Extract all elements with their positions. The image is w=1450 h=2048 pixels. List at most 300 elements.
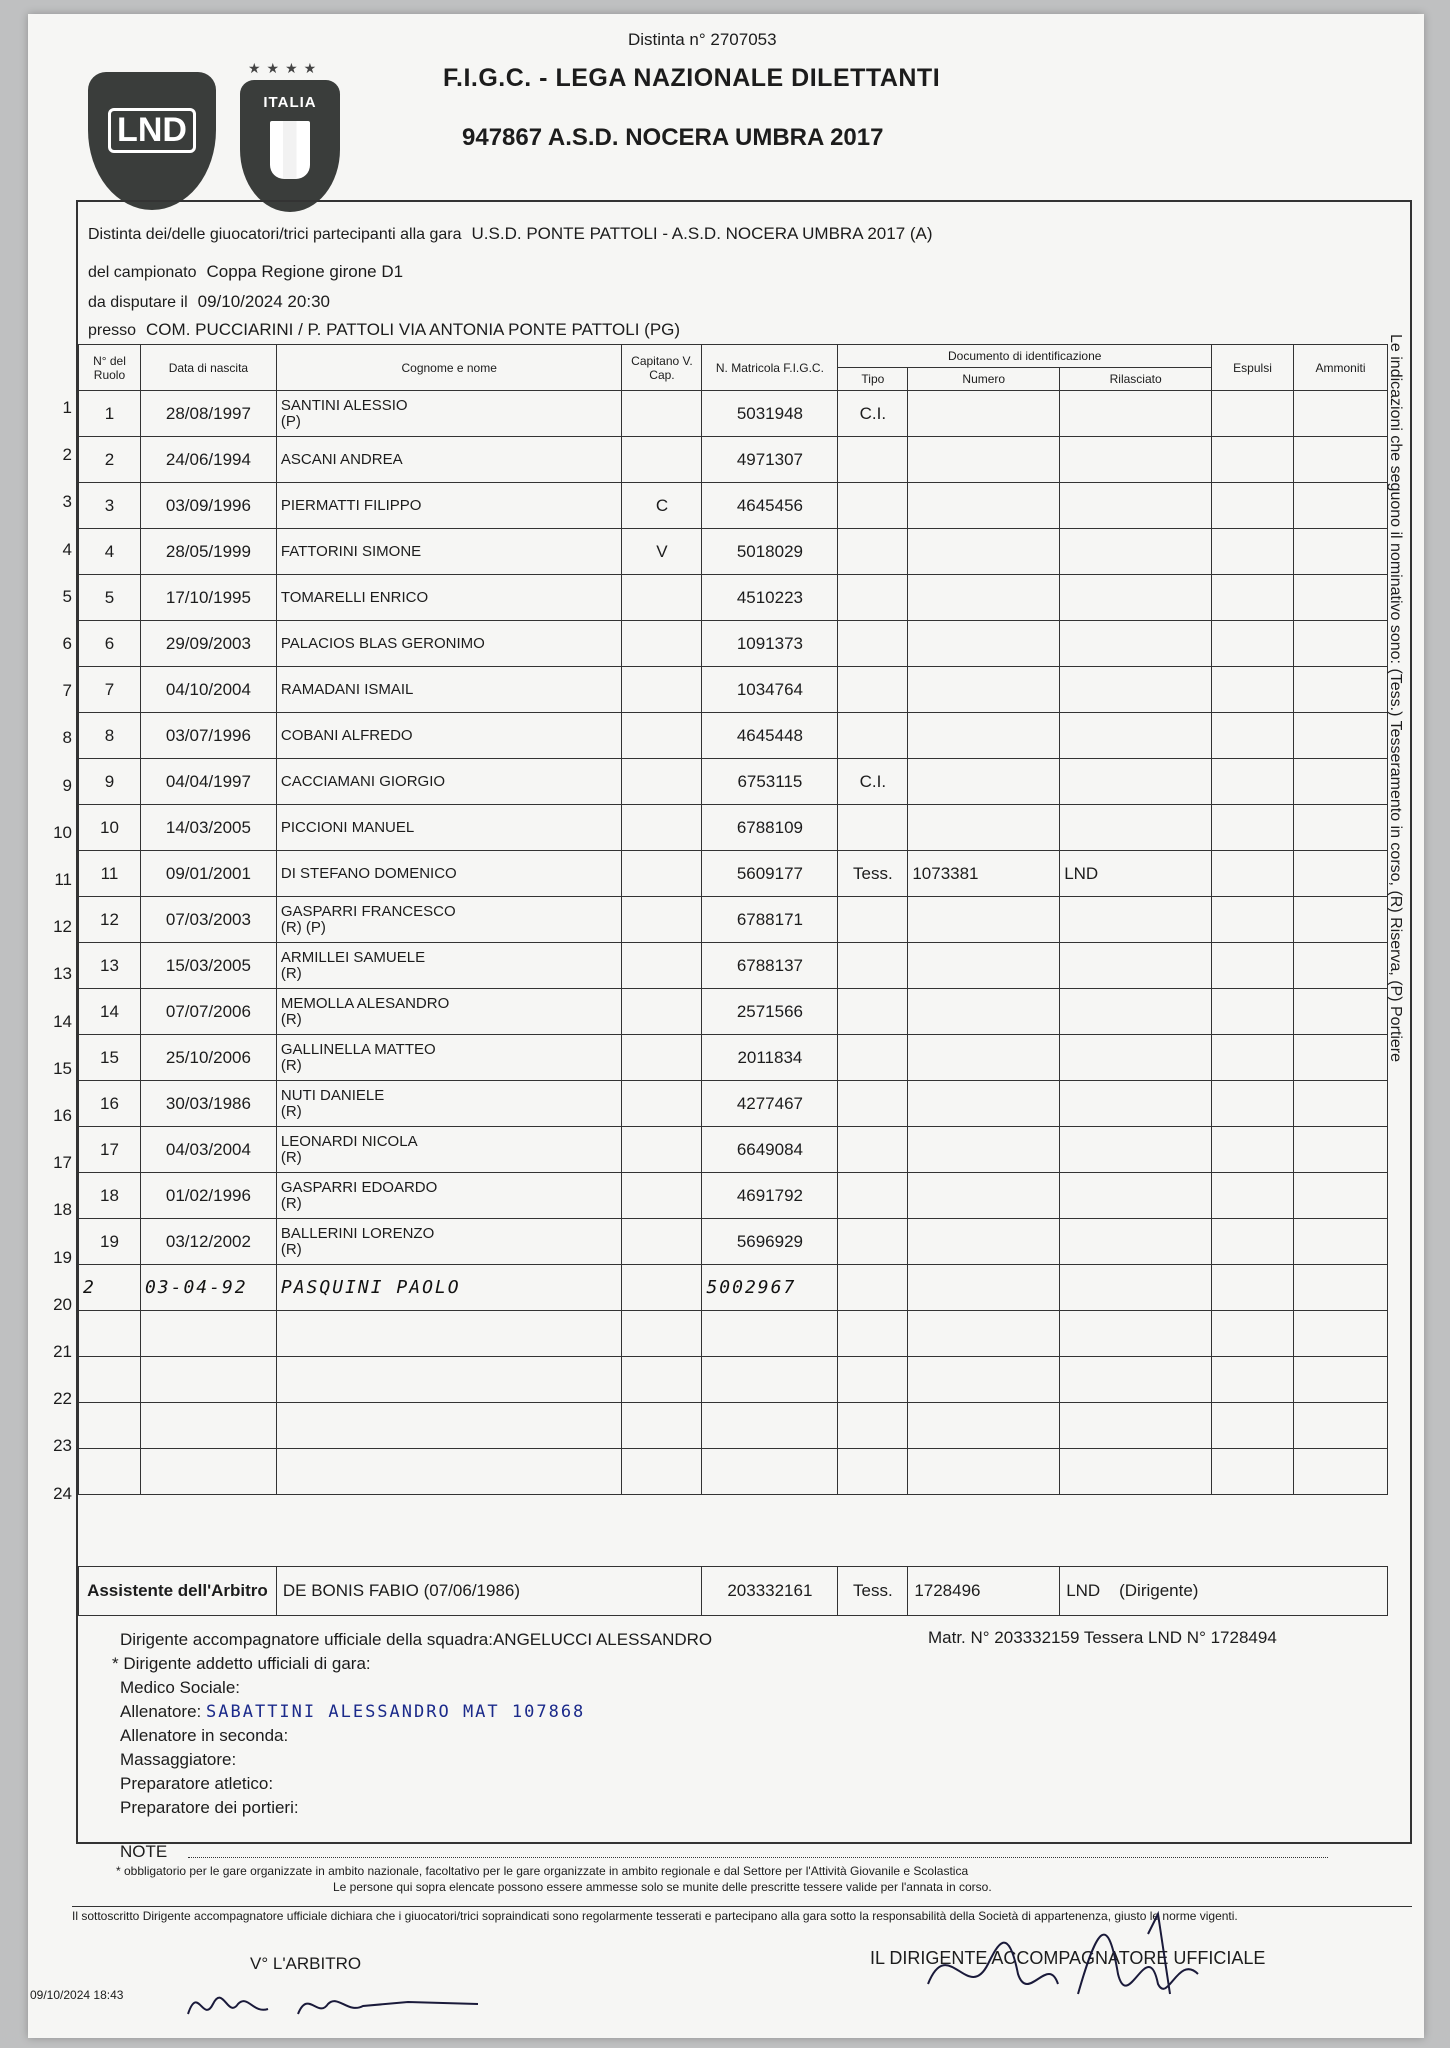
player-matricola: 6753115	[702, 759, 838, 805]
player-ruolo: 11	[79, 851, 141, 897]
player-name	[276, 1219, 622, 1265]
player-name	[276, 529, 622, 575]
empty-cell	[1293, 1311, 1387, 1357]
player-espulsi	[1212, 897, 1294, 943]
player-doc-rilasciato	[1060, 943, 1212, 989]
player-doc-rilasciato	[1060, 1035, 1212, 1081]
player-doc-numero	[908, 1127, 1060, 1173]
empty-cell	[276, 1449, 622, 1495]
row-number: 5	[62, 586, 72, 606]
table-row	[79, 851, 1388, 897]
player-doc-tipo	[838, 667, 908, 713]
player-doc-numero	[908, 897, 1060, 943]
player-name-text: ARMILLEI SAMUELE	[280, 948, 426, 966]
player-matricola: 4277467	[702, 1081, 838, 1127]
player-name-text: GASPARRI EDOARDO	[280, 1178, 438, 1196]
empty-cell	[1293, 1357, 1387, 1403]
player-name	[276, 667, 622, 713]
player-captain	[622, 575, 702, 621]
row-number: 23	[53, 1436, 72, 1456]
player-doc-rilasciato	[1060, 1265, 1212, 1311]
empty-cell	[908, 1311, 1060, 1357]
empty-cell	[838, 1403, 908, 1449]
player-name	[276, 805, 622, 851]
lnd-logo-icon	[88, 72, 216, 210]
player-birthdate: 28/08/1997	[140, 391, 276, 437]
dirigente-matricola: Matr. N° 203332159 Tessera LND N° 1728494	[928, 1628, 1277, 1647]
footnote-1: * obbligatorio per le gare organizzate in ambito nazionale, facoltativo per le gare organizzate in ambito regionale e dal Settore per l'Attività Giovanile e Scolastica	[116, 1864, 969, 1878]
player-doc-tipo: C.I.	[838, 391, 908, 437]
player-espulsi	[1212, 1127, 1294, 1173]
referee-signature	[178, 1974, 498, 2034]
empty-cell	[1293, 1449, 1387, 1495]
col-capitano: Capitano V. Cap.	[622, 345, 702, 391]
note-line	[188, 1857, 1328, 1858]
player-ammoniti	[1293, 759, 1387, 805]
venue-value: COM. PUCCIARINI / P. PATTOLI VIA ANTONIA PONTE PATTOLI (PG)	[146, 320, 681, 339]
player-doc-numero	[908, 1219, 1060, 1265]
col-rilasciato: Rilasciato	[1060, 368, 1212, 391]
player-doc-numero	[908, 805, 1060, 851]
row-number: 20	[53, 1294, 72, 1314]
player-ammoniti	[1293, 391, 1387, 437]
row-number: 10	[53, 822, 72, 842]
player-espulsi	[1212, 1035, 1294, 1081]
player-doc-tipo	[838, 989, 908, 1035]
empty-cell	[79, 1357, 141, 1403]
empty-cell	[622, 1357, 702, 1403]
player-doc-tipo	[838, 1127, 908, 1173]
player-doc-rilasciato	[1060, 575, 1212, 621]
player-name	[276, 1173, 622, 1219]
table-row	[79, 437, 1388, 483]
player-doc-tipo	[838, 1173, 908, 1219]
empty-cell	[1293, 1403, 1387, 1449]
player-role-note: (R)	[280, 1102, 302, 1120]
row-number: 6	[62, 634, 72, 653]
player-matricola: 4645456	[702, 483, 838, 529]
empty-cell	[622, 1449, 702, 1495]
distinta-number: Distinta n° 2707053	[628, 30, 777, 49]
player-birthdate: 04/04/1997	[140, 759, 276, 805]
player-captain	[622, 1035, 702, 1081]
footnote-2: Le persone qui sopra elencate possono essere ammesse solo se munite delle prescritte tessere valide per l'annata in corso.	[333, 1880, 992, 1894]
player-birthdate: 07/03/2003	[140, 897, 276, 943]
player-matricola: 4645448	[702, 713, 838, 759]
row-number: 22	[53, 1389, 72, 1409]
player-ammoniti	[1293, 483, 1387, 529]
col-espulsi: Espulsi	[1212, 345, 1294, 391]
side-legend: Le indicazioni che seguono il nominativo sono: (Tess.) Tesseramento in corso, (R) Riserva, (P) Portiere	[1387, 334, 1404, 1063]
empty-cell	[838, 1357, 908, 1403]
row-number: 9	[62, 775, 72, 795]
row-number: 17	[53, 1153, 72, 1173]
table-row	[79, 667, 1388, 713]
empty-cell	[140, 1311, 276, 1357]
player-matricola: 6788109	[702, 805, 838, 851]
player-doc-numero	[908, 529, 1060, 575]
date-label: da disputare il	[88, 294, 188, 311]
empty-cell	[79, 1449, 141, 1495]
player-doc-tipo	[838, 1035, 908, 1081]
player-captain	[622, 1219, 702, 1265]
player-doc-tipo	[838, 805, 908, 851]
empty-cell	[276, 1403, 622, 1449]
players-table	[78, 344, 1388, 1495]
player-birthdate: 25/10/2006	[140, 1035, 276, 1081]
player-name	[276, 713, 622, 759]
player-captain	[622, 943, 702, 989]
player-doc-tipo	[838, 575, 908, 621]
player-espulsi	[1212, 759, 1294, 805]
row-number: 7	[62, 681, 72, 701]
assistant-row	[78, 1566, 1388, 1616]
venue-line	[88, 320, 680, 340]
atletico-line: Preparatore atletico:	[120, 1774, 274, 1793]
player-name-text: PALACIOS BLAS GERONIMO	[280, 634, 485, 652]
row-number: 21	[53, 1342, 72, 1361]
player-doc-rilasciato	[1060, 667, 1212, 713]
player-matricola: 2571566	[702, 989, 838, 1035]
player-birthdate: 17/10/1995	[140, 575, 276, 621]
table-row-handwritten	[79, 1265, 1388, 1311]
player-matricola: 5002967	[702, 1265, 838, 1311]
player-espulsi	[1212, 621, 1294, 667]
player-name	[276, 391, 622, 437]
player-doc-numero	[908, 713, 1060, 759]
player-matricola: 5609177	[702, 851, 838, 897]
player-captain	[622, 391, 702, 437]
table-row	[79, 575, 1388, 621]
col-nascita: Data di nascita	[140, 345, 276, 391]
player-ammoniti	[1293, 1265, 1387, 1311]
player-captain: V	[622, 529, 702, 575]
player-birthdate: 30/03/1986	[140, 1081, 276, 1127]
player-name-text: CACCIAMANI GIORGIO	[280, 772, 446, 790]
empty-cell	[702, 1311, 838, 1357]
row-number: 11	[54, 870, 72, 889]
player-captain	[622, 1081, 702, 1127]
player-doc-tipo	[838, 529, 908, 575]
player-ammoniti	[1293, 989, 1387, 1035]
table-row-empty	[79, 1357, 1388, 1403]
empty-cell	[908, 1403, 1060, 1449]
empty-cell	[622, 1403, 702, 1449]
player-name-text: GALLINELLA MATTEO	[280, 1040, 436, 1058]
player-doc-numero	[908, 1265, 1060, 1311]
empty-cell	[1060, 1403, 1212, 1449]
empty-cell	[79, 1311, 141, 1357]
player-name	[276, 1035, 622, 1081]
player-matricola: 5031948	[702, 391, 838, 437]
player-captain	[622, 989, 702, 1035]
empty-cell	[702, 1449, 838, 1495]
player-doc-rilasciato	[1060, 897, 1212, 943]
assistant-matricola: 203332161	[702, 1567, 838, 1616]
player-name-text: BALLERINI LORENZO	[280, 1224, 435, 1242]
player-espulsi	[1212, 1219, 1294, 1265]
player-name	[276, 759, 622, 805]
col-ruolo: N° del Ruolo	[79, 345, 141, 391]
table-row	[79, 989, 1388, 1035]
player-matricola: 4510223	[702, 575, 838, 621]
player-name	[276, 483, 622, 529]
player-captain	[622, 667, 702, 713]
row-number: 15	[53, 1058, 72, 1078]
player-role-note: (R)	[280, 1056, 302, 1074]
player-ruolo: 18	[79, 1173, 141, 1219]
player-name-text: PICCIONI MANUEL	[280, 818, 415, 836]
table-row	[79, 1035, 1388, 1081]
player-espulsi	[1212, 851, 1294, 897]
player-ruolo: 9	[79, 759, 141, 805]
col-ammoniti: Ammoniti	[1293, 345, 1387, 391]
player-matricola: 2011834	[702, 1035, 838, 1081]
player-doc-numero	[908, 621, 1060, 667]
player-doc-rilasciato	[1060, 483, 1212, 529]
player-ruolo: 7	[79, 667, 141, 713]
assistant-numero: 1728496	[908, 1567, 1060, 1616]
player-doc-numero	[908, 1081, 1060, 1127]
player-name	[276, 943, 622, 989]
player-doc-rilasciato	[1060, 713, 1212, 759]
player-name-text: LEONARDI NICOLA	[280, 1132, 418, 1150]
stars-icon: ★★★★	[248, 60, 323, 76]
col-documento: Documento di identificazione	[838, 345, 1212, 368]
player-captain	[622, 805, 702, 851]
player-captain	[622, 897, 702, 943]
allenatore-handwritten: SABATTINI ALESSANDRO MAT 107868	[206, 1702, 586, 1722]
player-ruolo: 4	[79, 529, 141, 575]
player-name-text: TOMARELLI ENRICO	[280, 588, 429, 606]
figc-logo-text: ITALIA	[263, 94, 317, 111]
player-ruolo: 1	[79, 391, 141, 437]
col-nome: Cognome e nome	[276, 345, 622, 391]
table-row	[79, 1173, 1388, 1219]
col-matricola: N. Matricola F.I.G.C.	[702, 345, 838, 391]
player-doc-rilasciato	[1060, 1219, 1212, 1265]
empty-cell	[702, 1357, 838, 1403]
match-label: Distinta dei/delle giuocatori/trici partecipanti alla gara	[88, 226, 462, 243]
player-ammoniti	[1293, 1173, 1387, 1219]
empty-cell	[1060, 1311, 1212, 1357]
player-doc-numero	[908, 575, 1060, 621]
player-doc-rilasciato	[1060, 621, 1212, 667]
player-doc-numero	[908, 483, 1060, 529]
table-row	[79, 621, 1388, 667]
player-ruolo: 2	[79, 437, 141, 483]
player-doc-rilasciato	[1060, 1081, 1212, 1127]
player-doc-rilasciato	[1060, 529, 1212, 575]
championship-value: Coppa Regione girone D1	[206, 262, 404, 281]
player-doc-numero	[908, 943, 1060, 989]
player-role-note: (R)	[280, 1240, 302, 1258]
player-doc-numero	[908, 437, 1060, 483]
player-ruolo: 5	[79, 575, 141, 621]
player-doc-rilasciato: LND	[1060, 851, 1212, 897]
empty-cell	[276, 1357, 622, 1403]
player-name	[276, 897, 622, 943]
player-name	[276, 1127, 622, 1173]
empty-cell	[79, 1403, 141, 1449]
player-ammoniti	[1293, 1219, 1387, 1265]
player-ammoniti	[1293, 667, 1387, 713]
player-name-text: PIERMATTI FILIPPO	[280, 496, 422, 514]
addetto-line: * Dirigente addetto ufficiali di gara:	[112, 1654, 371, 1673]
empty-cell	[1212, 1357, 1294, 1403]
player-doc-tipo	[838, 1265, 908, 1311]
empty-cell	[622, 1311, 702, 1357]
player-doc-numero	[908, 391, 1060, 437]
player-espulsi	[1212, 667, 1294, 713]
massaggiatore-line: Massaggiatore:	[120, 1750, 237, 1769]
player-matricola: 1091373	[702, 621, 838, 667]
player-name	[276, 851, 622, 897]
player-doc-tipo	[838, 897, 908, 943]
assistant-name: DE BONIS FABIO (07/06/1986)	[276, 1567, 702, 1616]
player-ammoniti	[1293, 437, 1387, 483]
empty-cell	[908, 1449, 1060, 1495]
player-captain	[622, 437, 702, 483]
player-birthdate: 29/09/2003	[140, 621, 276, 667]
row-number: 3	[62, 492, 72, 512]
player-name-text: ASCANI ANDREA	[280, 450, 403, 468]
player-birthdate: 04/10/2004	[140, 667, 276, 713]
player-role-note: (R) (P)	[280, 918, 326, 936]
table-row	[79, 805, 1388, 851]
players-body	[79, 391, 1388, 1495]
table-row	[79, 897, 1388, 943]
table-row	[79, 483, 1388, 529]
empty-cell	[1060, 1357, 1212, 1403]
player-matricola: 4971307	[702, 437, 838, 483]
player-birthdate: 03/07/1996	[140, 713, 276, 759]
player-ammoniti	[1293, 621, 1387, 667]
player-doc-numero	[908, 1173, 1060, 1219]
championship-label: del campionato	[88, 264, 197, 281]
player-role-note: (R)	[280, 1194, 302, 1212]
player-role-note: (R)	[280, 964, 302, 982]
player-espulsi	[1212, 1265, 1294, 1311]
player-doc-tipo	[838, 943, 908, 989]
table-row	[79, 713, 1388, 759]
empty-cell	[140, 1449, 276, 1495]
player-espulsi	[1212, 989, 1294, 1035]
player-espulsi	[1212, 575, 1294, 621]
player-birthdate: 03/09/1996	[140, 483, 276, 529]
player-captain	[622, 759, 702, 805]
player-doc-numero	[908, 759, 1060, 805]
player-ammoniti	[1293, 1127, 1387, 1173]
player-espulsi	[1212, 805, 1294, 851]
player-doc-rilasciato	[1060, 1127, 1212, 1173]
player-doc-tipo	[838, 1081, 908, 1127]
empty-cell	[702, 1403, 838, 1449]
player-captain: C	[622, 483, 702, 529]
empty-cell	[1212, 1449, 1294, 1495]
assistant-tipo: Tess.	[838, 1567, 908, 1616]
championship-line	[88, 262, 403, 282]
player-ruolo: 10	[79, 805, 141, 851]
venue-label: presso	[88, 322, 137, 339]
player-birthdate: 03-04-92	[140, 1265, 276, 1311]
player-birthdate: 04/03/2004	[140, 1127, 276, 1173]
player-ammoniti	[1293, 805, 1387, 851]
col-tipo: Tipo	[838, 368, 908, 391]
player-name	[276, 575, 622, 621]
player-ruolo: 13	[79, 943, 141, 989]
player-matricola: 1034764	[702, 667, 838, 713]
table-row	[79, 1081, 1388, 1127]
row-number: 4	[62, 539, 72, 559]
page-title: F.I.G.C. - LEGA NAZIONALE DILETTANTI	[443, 64, 941, 92]
assistant-label: Assistente dell'Arbitro	[79, 1567, 277, 1616]
player-doc-numero	[908, 1035, 1060, 1081]
player-name	[276, 989, 622, 1035]
note-label: NOTE	[120, 1842, 168, 1861]
player-matricola: 4691792	[702, 1173, 838, 1219]
figc-logo-icon	[240, 80, 340, 212]
dirigente-label: IL DIRIGENTE ACCOMPAGNATORE UFFICIALE	[870, 1948, 1266, 1968]
player-matricola: 6788137	[702, 943, 838, 989]
table-row	[79, 391, 1388, 437]
seconda-line: Allenatore in seconda:	[120, 1726, 289, 1745]
table-row	[79, 529, 1388, 575]
row-number: 12	[53, 917, 72, 937]
player-captain	[622, 1265, 702, 1311]
club-name: 947867 A.S.D. NOCERA UMBRA 2017	[462, 124, 884, 151]
player-doc-tipo	[838, 621, 908, 667]
player-role-note: (R)	[280, 1010, 302, 1028]
player-birthdate: 14/03/2005	[140, 805, 276, 851]
player-doc-numero: 1073381	[908, 851, 1060, 897]
player-captain	[622, 713, 702, 759]
player-espulsi	[1212, 391, 1294, 437]
table-row	[79, 943, 1388, 989]
arbitro-label: V° L'ARBITRO	[250, 1954, 362, 1973]
empty-cell	[1212, 1403, 1294, 1449]
player-espulsi	[1212, 529, 1294, 575]
row-number: 8	[62, 728, 72, 748]
empty-cell	[140, 1403, 276, 1449]
table-row-empty	[79, 1403, 1388, 1449]
player-espulsi	[1212, 1173, 1294, 1219]
player-name	[276, 1081, 622, 1127]
player-birthdate: 01/02/1996	[140, 1173, 276, 1219]
row-number: 16	[53, 1106, 72, 1125]
player-birthdate: 03/12/2002	[140, 1219, 276, 1265]
player-doc-tipo	[838, 1219, 908, 1265]
player-espulsi	[1212, 943, 1294, 989]
date-line	[88, 292, 330, 312]
dirigente-signature	[908, 1894, 1238, 2024]
player-birthdate: 24/06/1994	[140, 437, 276, 483]
flag-icon	[270, 121, 310, 179]
row-number: 19	[53, 1247, 72, 1267]
player-doc-numero	[908, 989, 1060, 1035]
player-ruolo: 2	[79, 1265, 141, 1311]
player-ruolo: 16	[79, 1081, 141, 1127]
player-ruolo: 15	[79, 1035, 141, 1081]
empty-cell	[908, 1357, 1060, 1403]
player-birthdate: 28/05/1999	[140, 529, 276, 575]
player-espulsi	[1212, 713, 1294, 759]
player-name-text: DI STEFANO DOMENICO	[280, 864, 457, 882]
player-name-text: SANTINI ALESSIO	[280, 396, 408, 414]
empty-cell	[140, 1357, 276, 1403]
portieri-line: Preparatore dei portieri:	[120, 1798, 299, 1817]
player-captain	[622, 851, 702, 897]
